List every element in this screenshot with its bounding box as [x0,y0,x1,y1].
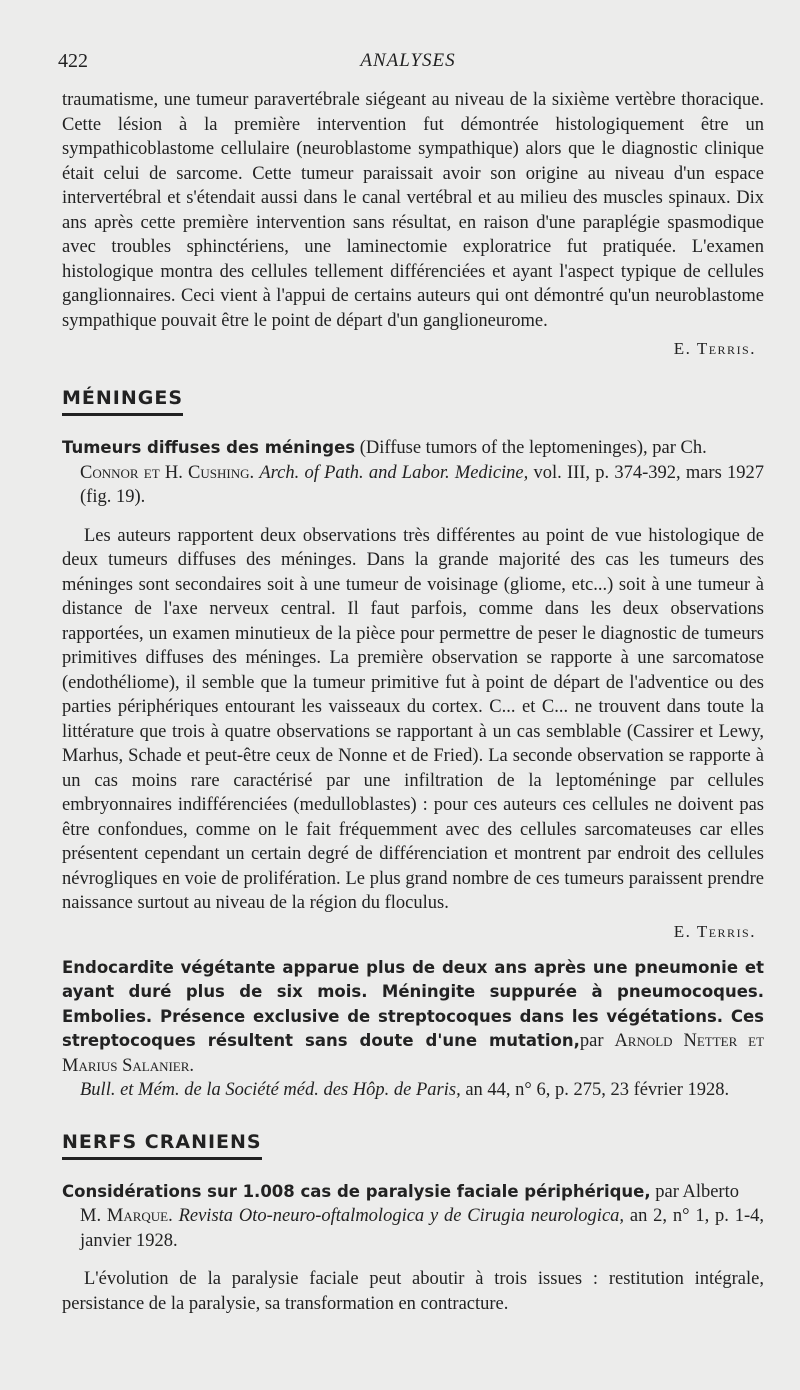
article3-body: L'évolution de la paralysie faciale peut aboutir à trois issues : restitution intégrale, persistance de la paralysie, sa transformation en contracture. [62,1269,764,1314]
page-content [62,88,764,1316]
article2-title: Endocardite végétante apparue plus de deux ans après une pneumonie et ayant duré plus de six mois. Méningite suppurée à pneumocoques. Embolies. Présence exclusive de streptocoques dans les végétations. Ces streptocoques résultent sans doute d'une mutation, [62,957,764,1050]
article-ref-line [62,461,764,510]
article2-authors: Arnold Netter et Marius Salanier. [62,1031,765,1076]
article-journal: Arch. of Path. and Labor. Medicine, [259,462,529,483]
article3-ref-b: an 2, n° 1, p. 1-4, janvier 1928. [80,1206,764,1251]
article2-journal: Bull. et Mém. de la Société méd. des Hôp. de Paris, [80,1080,461,1100]
article3-authors: M. Marque. [80,1206,173,1226]
article3-ref-line [62,1204,764,1253]
article3-citation [62,1180,764,1254]
article2-ref: an 44, n° 6, p. 275, 23 février 1928. [460,1080,730,1100]
section-title: MÉNINGES [62,387,183,416]
page-header [58,50,758,78]
spacer [62,510,764,524]
section-title: NERFS CRANIENS [62,1131,262,1160]
spacer [62,1253,764,1267]
article-ref-a: (Diffuse tumors of the leptomeninges), par Ch. [355,438,707,458]
intro-signature: E. Terris. [673,339,756,358]
section-meninges-heading [62,387,764,416]
section-nerfs-heading [62,1131,764,1160]
article3-journal: Revista Oto-neuro-oftalmologica y de Cirugia neurologica, [178,1206,625,1226]
intro-paragraph: traumatisme, une tumeur paravertébrale siégeant au niveau de la sixième vertèbre thoracique. Cette lésion à la première intervention fut démontrée histologiquement être un sympathicoblastome cellulaire (neuroblastome sympathique) alors que le diagnostic clinique était celui de sarcome. Cette tumeur paraissait avoir son origine au niveau d'un espace intervertébral et s'étendait aussi dans le canal vertébral et au milieu des muscles spinaux. Dix ans après cette première intervention sans résultat, en raison d'une paraplégie spasmodique avec troubles sphinctériens, une laminectomie exploratrice fut pratiquée. L'examen histologique montra des cellules tellement différenciées et ayant l'aspect typique de cellules ganglionnaires. Ceci vient à l'appui de certains auteurs qui ont démontré qu'un neuroblastome sympathique pouvait être le point de départ d'un ganglioneurome. [62,90,764,331]
article-title: Tumeurs diffuses des méninges [62,438,356,457]
article-signature: E. Terris. [673,921,756,941]
spacer [62,942,764,956]
article-citation [62,436,764,510]
article3-title: Considérations sur 1.008 cas de paralysie faciale périphérique, [62,1181,651,1201]
running-head: ANALYSES [360,50,456,71]
page-number: 422 [58,50,88,72]
article-ref-b: vol. III, p. 374-392, mars 1927 (fig. 19). [80,462,765,507]
article-body: Les auteurs rapportent deux observations très différentes au point de vue histologique de deux tumeurs diffuses des méninges. Dans la grande majorité des cas les tumeurs des méninges sont secondaires soit à une tumeur de voisinage (gliome, etc...) soit à une tumeur à distance de l'axe nerveux central. Il faut parfois, comme dans les deux observations rapportées, un examen minutieux de la pièce pour permettre de peser le diagnostic de tumeurs primitives diffuses des méninges. La première observation se rapporte à une sarcomatose (endothéliome), il semble que la tumeur primitive fut à point de départ de l'adventice ou des parties périphériques entourant les vaisseaux du cortex. C... et C... ne trouvent dans toute la littérature que trois à quatre observations se rapportant à un cas semblable (Cassirer et Lewy, Marhus, Schade et peut-être ceux de Nonne et de Fried). La seconde observation se rapporte à un cas moins rare caractérisé par une infiltration de la leptoméninge par cellules embryonnaires indifférenciées (medulloblastes) : pour ces auteurs ces cellules ne doivent pas être confondues, comme on le fait fréquemment avec des cellules sarcomateuses car elles présentent cependant un certain degré de différenciation et montrent par endroit des cellules névrogliques en voie de prolifération. Le plus grand nombre de ces tumeurs paraissent prendre naissance surtout au niveau de la région du floculus. [62,525,764,913]
article-authors: Connor et H. Cushing. [80,462,255,483]
article3-ref-a: par Alberto [650,1181,739,1202]
article2-authors-pre: par [579,1031,615,1051]
article2-citation [62,956,764,1103]
article2-ref-line [62,1078,764,1103]
